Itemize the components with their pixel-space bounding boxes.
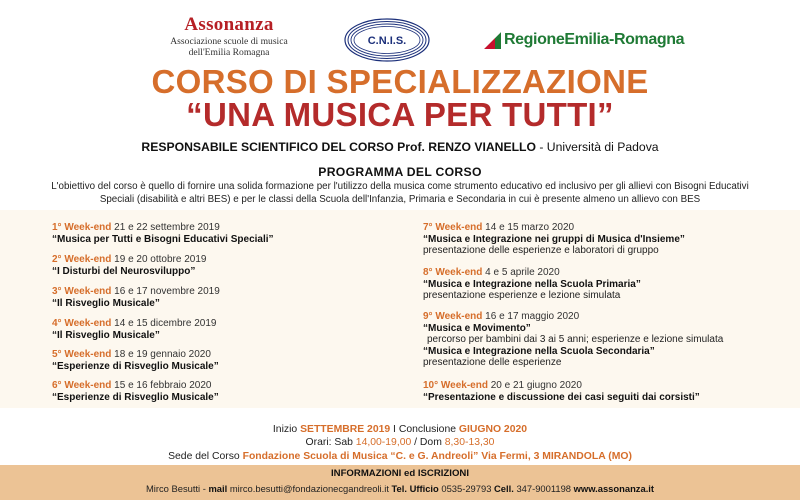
assonanza-logo	[140, 14, 318, 58]
weekend-6	[52, 380, 219, 403]
weekend-date: 4 e 5 aprile 2020	[482, 267, 560, 278]
hours-separator: / Dom	[411, 437, 445, 448]
weekend-topic: “Musica per Tutti e Bisogni Educativi Speciali”	[52, 233, 274, 245]
regione-logo	[484, 29, 684, 51]
weekend-date: 21 e 22 settembre 2019	[111, 222, 220, 233]
weekend-9	[423, 311, 723, 369]
weekend-topic: “Presentazione e discussione dei casi seguiti dai corsisti”	[423, 391, 700, 403]
weekend-label: 9° Week-end	[423, 311, 483, 322]
hours-saturday: 14,00-19,00	[355, 437, 412, 448]
weekend-8	[423, 267, 641, 302]
course-subtitle: “UNA MUSICA PER TUTTI”	[186, 96, 614, 133]
tel-label: Tel. Ufficio	[391, 483, 439, 494]
program-title: PROGRAMMA DEL CORSO	[318, 165, 482, 179]
weekend-label: 6° Week-end	[52, 380, 112, 391]
end-value: GIUGNO 2020	[458, 424, 528, 435]
weekend-label: 1° Week-end	[52, 222, 112, 233]
weekend-4	[52, 318, 216, 341]
hours-sunday: 8,30-13,30	[444, 437, 495, 448]
responsible-name: RESPONSABILE SCIENTIFICO DEL CORSO Prof. RENZO VIANELLO	[141, 140, 536, 154]
weekend-label: 4° Week-end	[52, 318, 112, 329]
contact-name: Mirco Besutti -	[145, 483, 209, 494]
cnis-logo	[343, 17, 431, 63]
weekend-topic: “Musica e Movimento”	[423, 322, 531, 334]
course-hours	[0, 437, 800, 448]
weekend-date: 18 e 19 gennaio 2020	[111, 349, 211, 360]
weekend-topic: “I Disturbi del Neurosviluppo”	[52, 265, 196, 277]
weekend-label: 3° Week-end	[52, 286, 112, 297]
weekend-date: 20 e 21 giugno 2020	[487, 380, 582, 391]
weekend-7	[423, 222, 685, 257]
weekend-topic: “Musica e Integrazione nei gruppi di Musica d'Insieme”	[423, 233, 685, 245]
weekend-3	[52, 286, 220, 309]
weekend-topic: “Esperienze di Risveglio Musicale”	[52, 360, 219, 372]
venue-value: Fondazione Scuola di Musica “C. e G. Andreoli” Via Fermi, 3 MIRANDOLA (MO)	[242, 451, 632, 462]
weekend-label: 5° Week-end	[52, 349, 112, 360]
weekend-date: 14 e 15 dicembre 2019	[111, 318, 217, 329]
weekend-2	[52, 254, 206, 277]
weekend-5	[52, 349, 219, 372]
program-intro-line-2: Speciali (disabilità e altri BES) e per le classi della Scuola dell'Infanzia, Primaria e Secondaria in cui è presente almeno un allievo con BES	[99, 194, 701, 205]
weekend-1	[52, 222, 274, 245]
weekend-note: presentazione delle esperienze	[423, 357, 562, 369]
weekend-date: 16 e 17 maggio 2020	[482, 311, 580, 322]
weekend-date: 15 e 16 febbraio 2020	[111, 380, 212, 391]
weekend-date: 19 e 20 ottobre 2019	[111, 254, 207, 265]
footer-contacts	[0, 483, 800, 494]
weekend-label: 7° Week-end	[423, 222, 483, 233]
weekend-note: presentazione esperienze e lezione simulata	[423, 290, 621, 302]
weekend-topic: “Musica e Integrazione nella Scuola Secondaria”	[423, 345, 655, 357]
responsible-affiliation: - Università di Padova	[535, 140, 659, 154]
course-title: CORSO DI SPECIALIZZAZIONE	[151, 63, 649, 100]
scientific-responsible	[0, 140, 800, 154]
website-link[interactable]: www.assonanza.it	[573, 483, 655, 494]
start-value: SETTEMBRE 2019	[300, 424, 391, 435]
assonanza-brand: Assonanza	[184, 14, 274, 35]
weekend-topic: “Il Risveglio Musicale”	[52, 297, 160, 309]
course-period	[0, 424, 800, 435]
weekend-topic: “Il Risveglio Musicale”	[52, 329, 160, 341]
cnis-text: C.N.I.S.	[367, 35, 407, 47]
weekend-label: 2° Week-end	[52, 254, 112, 265]
weekend-date: 14 e 15 marzo 2020	[482, 222, 575, 233]
mail-link[interactable]: mirco.besutti@fondazionecgandreoli.it	[227, 483, 392, 494]
start-label: Inizio	[272, 424, 301, 435]
weekend-topic: “Musica e Integrazione nella Scuola Primaria”	[423, 278, 641, 290]
end-label: I Conclusione	[390, 424, 459, 435]
tel-value[interactable]: 0535-29793	[438, 483, 495, 494]
footer-title: INFORMAZIONI ed ISCRIZIONI	[330, 468, 470, 479]
mail-label: mail	[208, 483, 228, 494]
weekend-10	[423, 380, 700, 403]
regione-name: RegioneEmilia-Romagna	[504, 31, 685, 48]
cell-value[interactable]: 347-9001198	[513, 483, 574, 494]
weekend-label: 8° Week-end	[423, 267, 483, 278]
venue-label: Sede del Corso	[168, 451, 243, 462]
weekend-date: 16 e 17 novembre 2019	[111, 286, 220, 297]
program-intro-line-1: L'obiettivo del corso è quello di fornire una solida formazione per l'utilizzo della musica come strumento educativo ed inclusivo per gli allievi con Bisogni Educativi	[51, 181, 749, 192]
weekend-note: percorso per bambini dai 3 ai 5 anni; esperienze e lezione simulata	[427, 334, 724, 346]
assonanza-subtitle-1: Associazione scuole di musica	[170, 36, 288, 47]
weekend-label: 10° Week-end	[423, 380, 488, 391]
weekend-note: presentazione delle esperienze e laboratori di gruppo	[423, 245, 659, 257]
weekend-topic: “Esperienze di Risveglio Musicale”	[52, 391, 219, 403]
assonanza-subtitle-2: dell'Emilia Romagna	[188, 47, 270, 58]
course-venue	[0, 451, 800, 462]
program-intro	[12, 180, 788, 206]
regione-flag-icon	[484, 32, 501, 49]
hours-label: Orari: Sab	[305, 437, 356, 448]
cell-label: Cell.	[494, 483, 514, 494]
